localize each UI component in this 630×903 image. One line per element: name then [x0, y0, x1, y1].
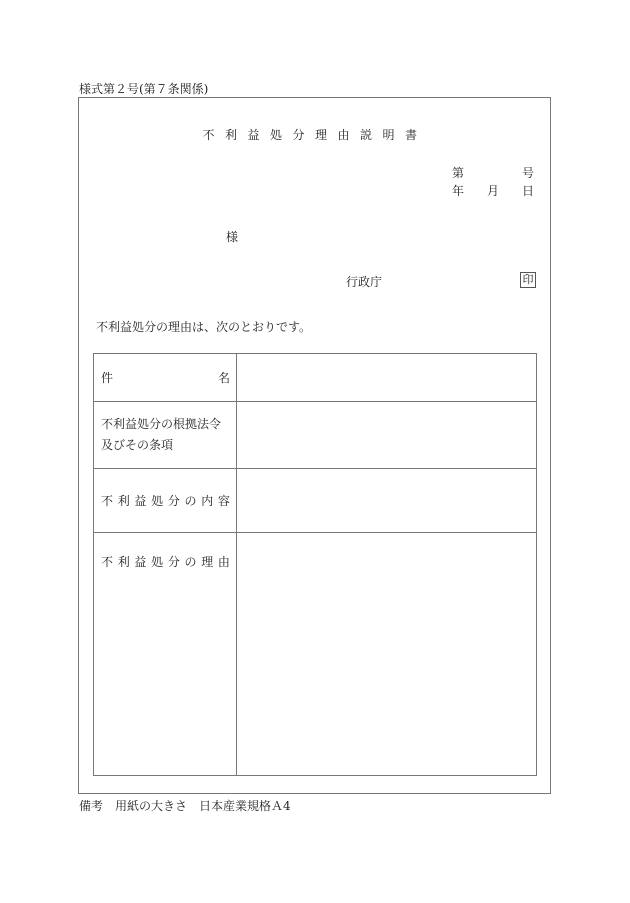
seal-icon: 印 — [520, 272, 536, 288]
issuer-agency: 行政庁 — [346, 275, 383, 289]
table-row — [94, 354, 537, 402]
table-row — [94, 402, 537, 469]
addressee-suffix: 様 — [226, 230, 239, 244]
row-label-disposition-reason: 不 利 益 処 分 の 理 由 — [94, 533, 237, 776]
document-title: 不利益処分理由説明書 — [202, 128, 428, 142]
footer-note: 備考 用紙の大きさ 日本産業規格Ａ4 — [79, 799, 291, 813]
row-label-disposition-content: 不 利 益 処 分 の 内 容 — [94, 469, 237, 533]
reason-table — [93, 353, 537, 776]
row-label-case-name: 件 名 — [94, 354, 237, 402]
row-value-disposition-content[interactable] — [237, 469, 537, 533]
number-prefix: 第 — [452, 166, 465, 180]
row-value-legal-basis[interactable] — [237, 402, 537, 469]
intro-text: 不利益処分の理由は、次のとおりです。 — [96, 320, 312, 334]
date-day-label: 日 — [522, 184, 535, 198]
table-row — [94, 469, 537, 533]
table-row — [94, 533, 537, 776]
row-label-legal-basis: 不利益処分の根拠法令及びその条項 — [94, 402, 237, 469]
row-value-disposition-reason[interactable] — [237, 533, 537, 776]
form-header-note: 様式第２号(第７条関係) — [79, 82, 209, 96]
number-suffix: 号 — [522, 166, 535, 180]
date-year-label: 年 — [452, 184, 465, 198]
row-value-case-name[interactable] — [237, 354, 537, 402]
date-month-label: 月 — [487, 184, 500, 198]
